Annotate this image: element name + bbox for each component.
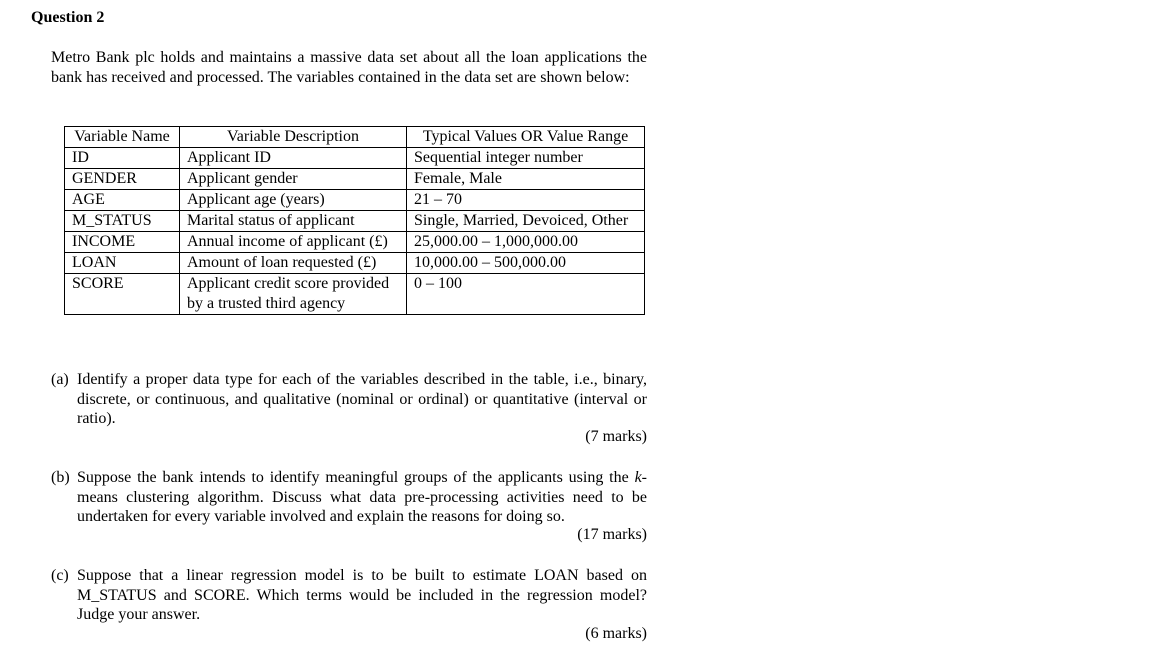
- cell-description: Amount of loan requested (£): [180, 253, 407, 274]
- table-row: [65, 190, 645, 211]
- cell-values: 25,000.00 – 1,000,000.00: [407, 232, 645, 253]
- question-a-label: (a): [51, 371, 69, 388]
- cell-description: Applicant age (years): [180, 190, 407, 211]
- question-b: [51, 468, 647, 527]
- intro-paragraph: Metro Bank plc holds and maintains a massive data set about all the loan applications the bank has received and processed. The variables contained in the data set are shown below:: [51, 49, 647, 86]
- question-c-label: (c): [51, 567, 69, 584]
- cell-name: AGE: [65, 190, 180, 211]
- cell-name: M_STATUS: [65, 211, 180, 232]
- cell-values: 21 – 70: [407, 190, 645, 211]
- cell-values: 10,000.00 – 500,000.00: [407, 253, 645, 274]
- header-variable-description: Variable Description: [180, 127, 407, 148]
- table-row: [65, 211, 645, 232]
- cell-name: SCORE: [65, 274, 180, 315]
- question-b-label: (b): [51, 469, 70, 486]
- cell-values: 0 – 100: [407, 274, 645, 315]
- cell-values: Female, Male: [407, 169, 645, 190]
- cell-name: GENDER: [65, 169, 180, 190]
- question-c: [51, 566, 647, 625]
- question-b-text: Suppose the bank intends to identify meaningful groups of the applicants using the k-means clustering algorithm. Discuss what data pre-processing activities need to be undertaken for every variable involved and explain the reasons for doing so.: [77, 469, 647, 525]
- header-variable-name: Variable Name: [65, 127, 180, 148]
- table-row: [65, 232, 645, 253]
- table-row: [65, 169, 645, 190]
- table-row: [65, 148, 645, 169]
- table-row: [65, 253, 645, 274]
- cell-description: Applicant ID: [180, 148, 407, 169]
- cell-name: INCOME: [65, 232, 180, 253]
- cell-description: Marital status of applicant: [180, 211, 407, 232]
- question-a: [51, 370, 647, 429]
- cell-values: Sequential integer number: [407, 148, 645, 169]
- question-c-marks: (6 marks): [585, 625, 647, 642]
- cell-description: Applicant gender: [180, 169, 407, 190]
- question-a-text: Identify a proper data type for each of the variables described in the table, i.e., binary, discrete, or continuous, and qualitative (nominal or ordinal) or quantitative (interval or ratio).: [77, 371, 647, 427]
- cell-description: Applicant credit score provided by a trusted third agency: [180, 274, 407, 315]
- variables-table: [64, 126, 645, 315]
- question-c-text: Suppose that a linear regression model is to be built to estimate LOAN based on M_STATUS and SCORE. Which terms would be included in the regression model? Judge your answer.: [77, 567, 647, 623]
- header-value-range: Typical Values OR Value Range: [407, 127, 645, 148]
- cell-name: LOAN: [65, 253, 180, 274]
- cell-values: Single, Married, Devoiced, Other: [407, 211, 645, 232]
- question-heading: Question 2: [31, 9, 105, 26]
- cell-description: Annual income of applicant (£): [180, 232, 407, 253]
- question-b-marks: (17 marks): [577, 526, 647, 543]
- table-header-row: [65, 127, 645, 148]
- cell-name: ID: [65, 148, 180, 169]
- question-a-marks: (7 marks): [585, 428, 647, 445]
- table-row: [65, 274, 645, 315]
